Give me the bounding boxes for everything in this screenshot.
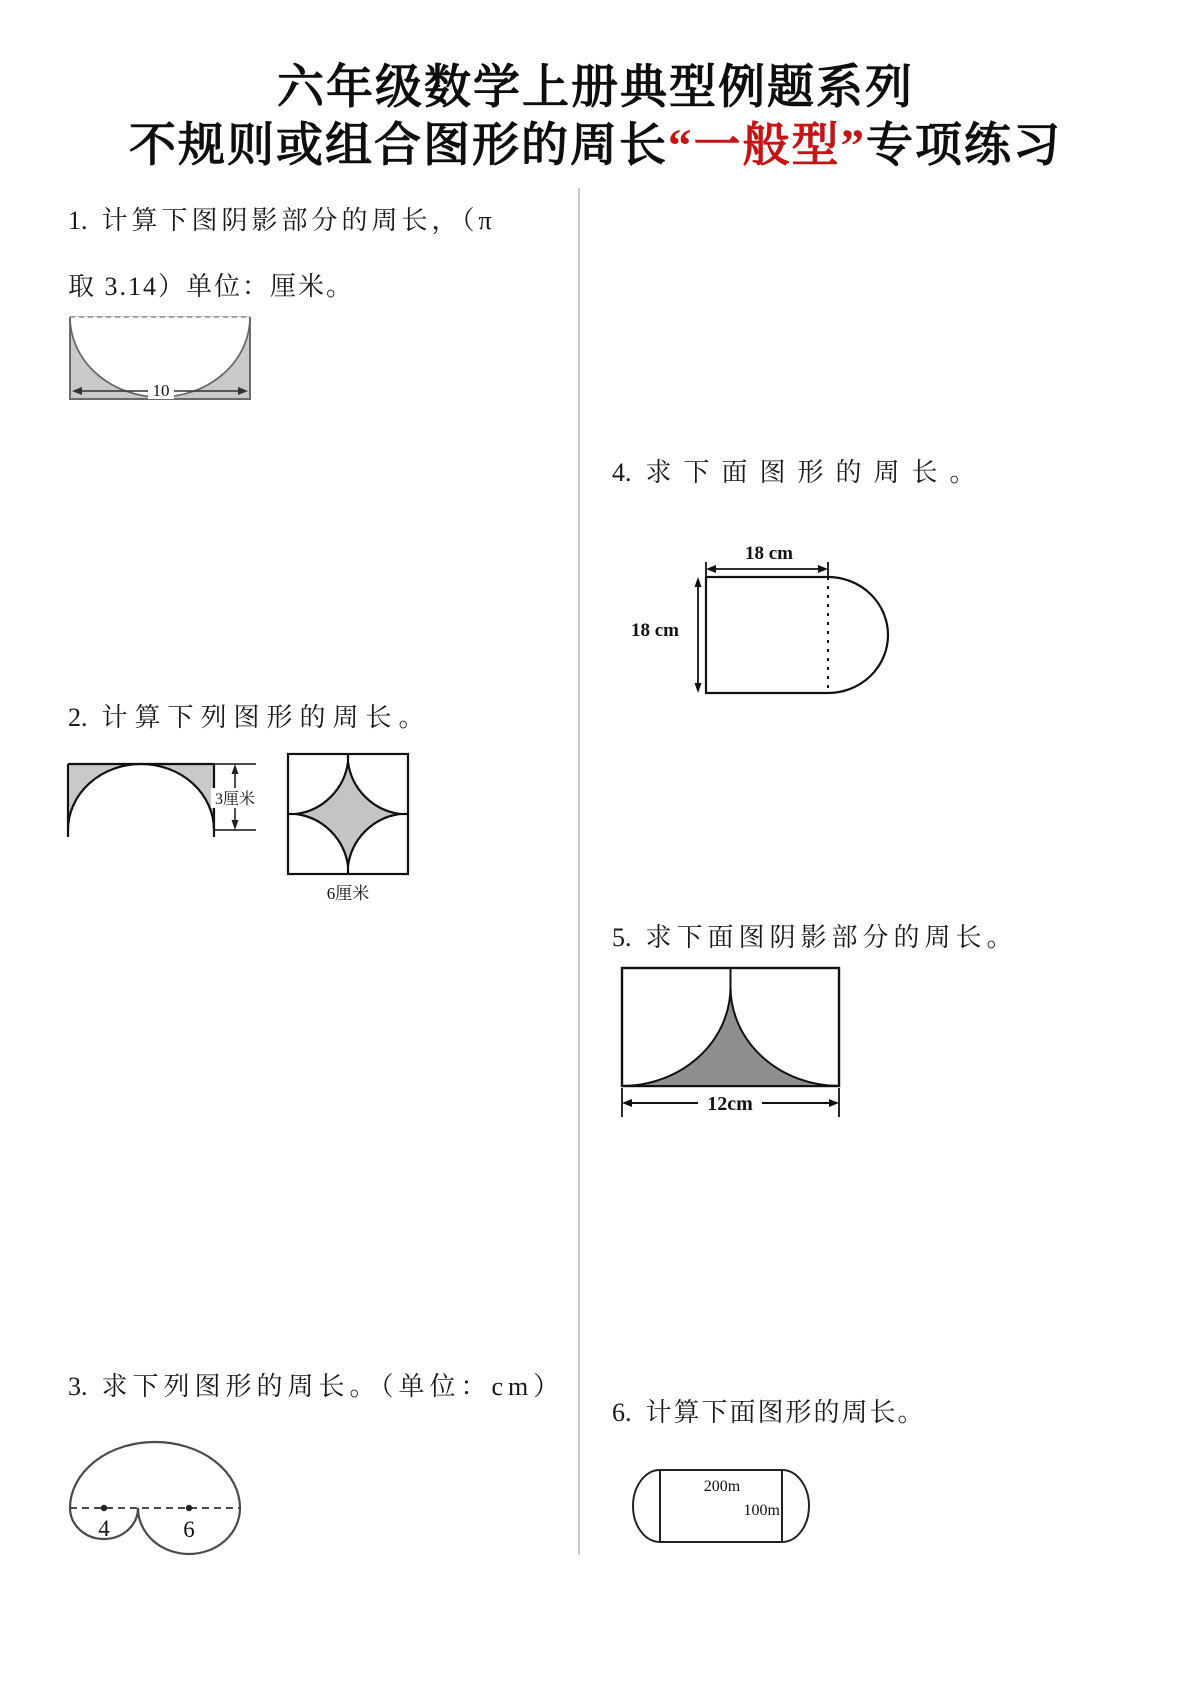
figure-4 [606, 532, 906, 707]
figure-4-semicircle [828, 577, 888, 693]
problem-4-line: 求下面图形的周长。 [645, 458, 988, 487]
problem-6-text [612, 1392, 926, 1429]
figure-4-side-label: 18 cm [630, 620, 680, 641]
title-line2-highlight: “一般型” [668, 120, 866, 172]
figure-4-side-arrowhead-up [695, 577, 702, 587]
problem-5-number: 5. [612, 923, 632, 952]
problem-2-number: 2. [68, 703, 88, 732]
figure-2a-arrowhead-down [232, 820, 239, 830]
figure-3-center-dot-right [186, 1505, 192, 1511]
figure-4-top-arrowhead-left [706, 565, 716, 573]
figure-4-side-arrowhead-down [695, 683, 702, 693]
figure-6-left-cap [633, 1470, 660, 1542]
figure-4-square-outline [706, 577, 828, 693]
figure-1 [68, 314, 258, 410]
problem-3-text [68, 1366, 564, 1403]
worksheet-title-line1 [0, 50, 1191, 117]
figure-6-width-label: 100m [743, 1502, 780, 1519]
figure-6-length-label: 200m [703, 1478, 741, 1495]
figure-2a-height-label: 3厘米 [214, 791, 256, 808]
problem-1-text-line2 [68, 266, 354, 303]
worksheet-title-line2 [0, 108, 1191, 175]
figure-4-top-label: 18 cm [744, 543, 794, 564]
figure-3-center-dot-left [101, 1505, 107, 1511]
column-divider [578, 188, 580, 1555]
figure-2a-shaded-lunes [68, 764, 214, 830]
figure-5-arrowhead-left [622, 1099, 632, 1107]
figure-3 [60, 1416, 260, 1571]
figure-6-right-cap [782, 1470, 809, 1542]
problem-1-number: 1. [68, 206, 88, 235]
figure-3-big-semicircle [70, 1442, 240, 1508]
problem-6-line: 计算下面图形的周长。 [645, 1398, 926, 1427]
figure-1-width-label: 10 [152, 381, 170, 400]
problem-6-number: 6. [612, 1398, 632, 1427]
figure-6 [628, 1464, 828, 1549]
figure-3-right-diameter-label: 6 [183, 1517, 195, 1542]
problem-1-line1: 计算下图阴影部分的周长，（π [101, 206, 496, 235]
title-line1-text: 六年级数学上册典型例题系列 [277, 62, 914, 114]
problem-2-text [68, 697, 432, 734]
problem-5-text [612, 917, 1018, 954]
problem-2-line: 计算下列图形的周长。 [101, 703, 432, 732]
figure-2a-arrowhead-up [232, 764, 239, 774]
figure-3-left-diameter-label: 4 [98, 1516, 110, 1541]
problem-4-text [612, 452, 988, 489]
figure-2a [64, 750, 296, 862]
figure-5 [612, 960, 857, 1130]
problem-4-number: 4. [612, 458, 632, 487]
figure-4-top-arrowhead-right [818, 565, 828, 573]
title-line2-suffix: 专项练习 [866, 120, 1062, 172]
problem-1-line2: 取 3.14）单位：厘米。 [68, 272, 355, 301]
problem-1-text-line1 [68, 200, 496, 237]
figure-2b [286, 752, 436, 910]
figure-5-width-label: 12cm [707, 1093, 753, 1115]
figure-5-arrowhead-right [829, 1099, 839, 1107]
problem-5-line: 求下面图阴影部分的周长。 [645, 923, 1018, 952]
problem-3-number: 3. [68, 1372, 88, 1401]
title-line2-prefix: 不规则或组合图形的周长 [129, 120, 668, 172]
problem-3-line: 求下列图形的周长。（单位：cm） [101, 1372, 565, 1401]
figure-2b-side-label: 6厘米 [326, 884, 370, 903]
